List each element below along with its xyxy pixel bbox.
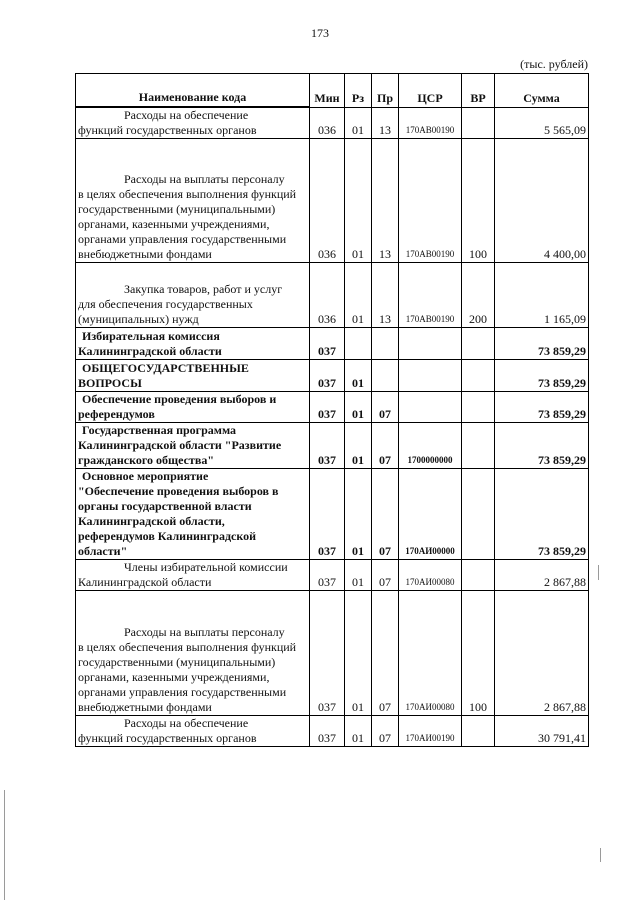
row-pr: 07: [372, 392, 399, 423]
row-name-line: органы государственной власти: [78, 499, 252, 513]
row-name: [76, 139, 310, 263]
row-name-line: ВОПРОСЫ: [78, 376, 142, 390]
row-name-line: области": [78, 544, 128, 558]
row-pr: 07: [372, 591, 399, 716]
row-name-line: функций государственных органов: [78, 731, 257, 745]
header-sum: Сумма: [495, 74, 589, 108]
table-row: [76, 469, 589, 560]
row-sum: 2 867,88: [495, 591, 589, 716]
row-vr: [462, 469, 495, 560]
row-sum: 4 400,00: [495, 139, 589, 263]
table-row: [76, 591, 589, 716]
row-name-line: Калининградской области: [78, 575, 212, 589]
row-csr: [399, 360, 462, 392]
row-min: 037: [310, 469, 345, 560]
table-row: [76, 423, 589, 469]
row-rz: 01: [345, 107, 372, 139]
row-csr: 170АИ00190: [399, 716, 462, 747]
table-row: [76, 560, 589, 591]
row-name: [76, 263, 310, 328]
row-name-line: в целях обеспечения выполнения функций: [78, 640, 297, 654]
row-name: [76, 716, 310, 747]
row-sum: 30 791,41: [495, 716, 589, 747]
row-pr: 07: [372, 469, 399, 560]
row-name-line: функций государственных органов: [78, 123, 257, 137]
row-pr: 07: [372, 716, 399, 747]
row-rz: 01: [345, 263, 372, 328]
table-row: [76, 360, 589, 392]
budget-table: [75, 73, 589, 747]
row-name-line: Калининградской области,: [78, 514, 225, 528]
table-body: [76, 107, 589, 747]
row-pr: [372, 360, 399, 392]
row-vr: [462, 392, 495, 423]
row-rz: 01: [345, 360, 372, 392]
row-name: [76, 107, 310, 139]
row-name: [76, 591, 310, 716]
row-pr: [372, 328, 399, 360]
row-sum: 73 859,29: [495, 392, 589, 423]
table-row: [76, 139, 589, 263]
row-rz: 01: [345, 560, 372, 591]
row-name-line: государственными (муниципальными): [78, 202, 276, 216]
row-vr: [462, 360, 495, 392]
header-row: [76, 74, 589, 108]
row-pr: 07: [372, 560, 399, 591]
row-csr: 170АИ00000: [399, 469, 462, 560]
row-pr: 13: [372, 139, 399, 263]
row-csr: [399, 328, 462, 360]
row-vr: 100: [462, 591, 495, 716]
header-csr: ЦСР: [399, 74, 462, 108]
row-pr: 07: [372, 423, 399, 469]
row-name-line: Расходы на выплаты персоналу: [124, 172, 285, 186]
row-rz: 01: [345, 591, 372, 716]
row-name-line: Калининградской области "Развитие: [78, 438, 282, 452]
row-name-line: гражданского общества": [78, 453, 215, 467]
row-vr: 200: [462, 263, 495, 328]
row-name-line: Избирательная комиссия: [82, 329, 220, 343]
row-name-line: Калининградской области: [78, 344, 222, 358]
row-csr: 170АВ00190: [399, 107, 462, 139]
row-pr: 13: [372, 263, 399, 328]
row-min: 037: [310, 591, 345, 716]
row-vr: [462, 560, 495, 591]
row-name-line: государственными (муниципальными): [78, 655, 276, 669]
row-min: 037: [310, 716, 345, 747]
row-name: [76, 560, 310, 591]
row-min: 036: [310, 139, 345, 263]
row-sum: 2 867,88: [495, 560, 589, 591]
row-sum: 5 565,09: [495, 107, 589, 139]
row-sum: 73 859,29: [495, 423, 589, 469]
row-sum: 73 859,29: [495, 469, 589, 560]
units-label: (тыс. рублей): [520, 57, 588, 71]
header-vr: ВР: [462, 74, 495, 108]
header-min: Мин: [310, 74, 345, 108]
row-name: [76, 423, 310, 469]
row-pr: 13: [372, 107, 399, 139]
row-rz: 01: [345, 469, 372, 560]
row-vr: [462, 716, 495, 747]
row-name-line: референдумов Калининградской: [78, 529, 257, 543]
row-csr: 170АИ00080: [399, 591, 462, 716]
row-name-line: Члены избирательной комиссии: [124, 560, 288, 574]
row-name-line: референдумов: [78, 407, 155, 421]
row-name: [76, 360, 310, 392]
row-name-line: Расходы на обеспечение: [124, 716, 249, 730]
row-name-line: внебюджетными фондами: [78, 247, 212, 261]
row-min: 037: [310, 328, 345, 360]
page-number: 173: [311, 26, 329, 40]
table-row: [76, 392, 589, 423]
row-name-line: Обеспечение проведения выборов и: [82, 392, 277, 406]
table-row: [76, 716, 589, 747]
row-sum: 73 859,29: [495, 360, 589, 392]
row-vr: 100: [462, 139, 495, 263]
header-name: Наименование кода: [76, 74, 310, 108]
row-name-line: Расходы на выплаты персоналу: [124, 625, 285, 639]
header-pr: Пр: [372, 74, 399, 108]
table-row: [76, 263, 589, 328]
row-min: 037: [310, 360, 345, 392]
table-row: [76, 107, 589, 139]
row-rz: 01: [345, 139, 372, 263]
row-sum: 73 859,29: [495, 328, 589, 360]
row-csr: 170АВ00190: [399, 263, 462, 328]
row-min: 037: [310, 560, 345, 591]
row-vr: [462, 107, 495, 139]
row-min: 037: [310, 423, 345, 469]
row-vr: [462, 423, 495, 469]
row-name: [76, 392, 310, 423]
row-rz: 01: [345, 423, 372, 469]
header-rz: Рз: [345, 74, 372, 108]
row-rz: 01: [345, 716, 372, 747]
row-min: 037: [310, 392, 345, 423]
row-vr: [462, 328, 495, 360]
row-name-line: в целях обеспечения выполнения функций: [78, 187, 297, 201]
row-min: 036: [310, 107, 345, 139]
scan-edge-mark: [600, 848, 601, 862]
scan-edge-mark: [4, 790, 5, 900]
table-row: [76, 328, 589, 360]
row-csr: 1700000000: [399, 423, 462, 469]
row-name: [76, 469, 310, 560]
row-name-line: Основное мероприятие: [82, 469, 209, 483]
row-name-line: органами, казенными учреждениями,: [78, 670, 270, 684]
row-csr: [399, 392, 462, 423]
scan-edge-mark: [598, 565, 599, 580]
row-csr: 170АИ00080: [399, 560, 462, 591]
row-name: [76, 328, 310, 360]
row-min: 036: [310, 263, 345, 328]
row-sum: 1 165,09: [495, 263, 589, 328]
row-name-line: Расходы на обеспечение: [124, 108, 249, 122]
row-name-line: органами, казенными учреждениями,: [78, 217, 270, 231]
row-name-line: ОБЩЕГОСУДАРСТВЕННЫЕ: [82, 361, 249, 375]
row-name-line: (муниципальных) нужд: [78, 312, 199, 326]
row-name-line: внебюджетными фондами: [78, 700, 212, 714]
row-name-line: Закупка товаров, работ и услуг: [124, 282, 283, 296]
row-name-line: органами управления государственными: [78, 685, 287, 699]
row-name-line: Государственная программа: [82, 423, 237, 437]
row-name-line: для обеспечения государственных: [78, 297, 253, 311]
row-rz: [345, 328, 372, 360]
row-rz: 01: [345, 392, 372, 423]
row-name-line: органами управления государственными: [78, 232, 287, 246]
row-name-line: "Обеспечение проведения выборов в: [78, 484, 279, 498]
row-csr: 170АВ00190: [399, 139, 462, 263]
